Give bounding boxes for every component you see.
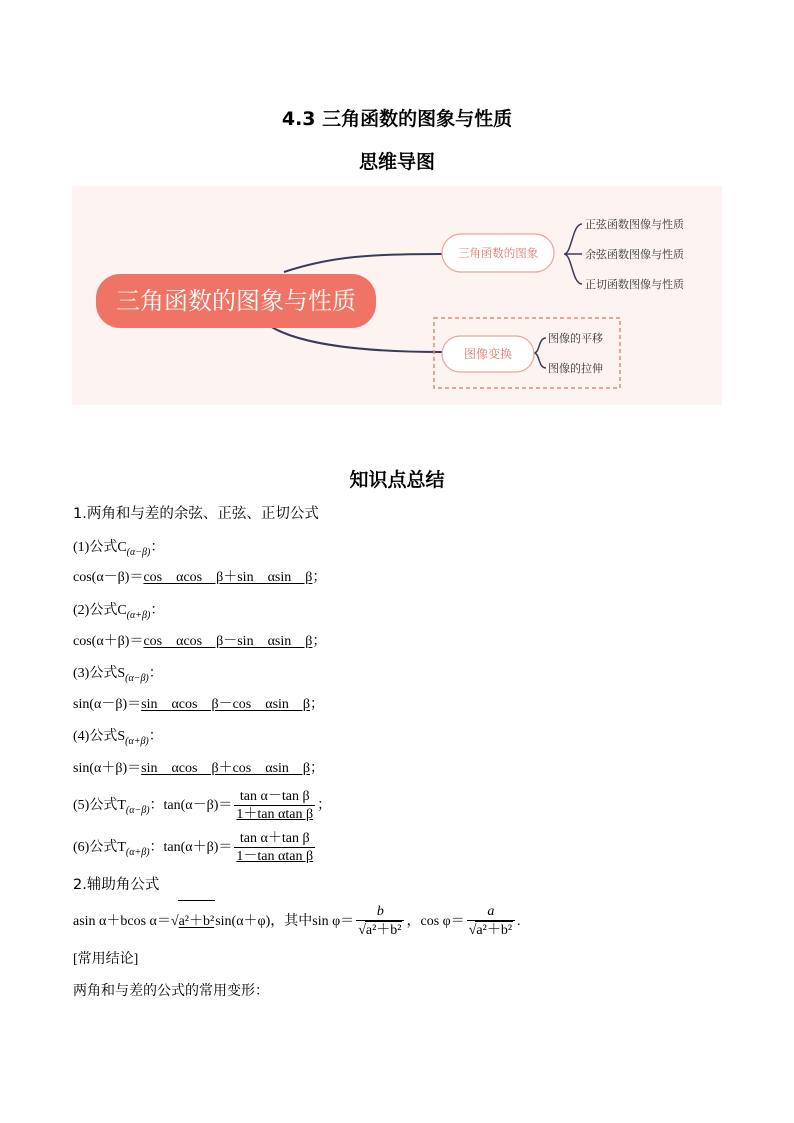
aux-formula: asin α＋bcos α＝√a²＋b²sin(α＋φ)，其中sin φ＝ $\frac{b}{\text{√a²＋b²}}$ ，cos φ＝ $\frac{a}{\text{√a²＋b²}}$ . xyxy=(73,900,521,943)
item-heading-1: 1.两角和与差的余弦、正弦、正切公式 xyxy=(73,506,319,522)
formula-line-3: sin(α－β)＝sin αcos β－cos αsin β； xyxy=(73,697,325,712)
section-title: 知识点总结 xyxy=(349,469,445,491)
fraction: $\frac{\text{tan α－tan β}}{\text{1＋tan αtan β}}$ xyxy=(236,788,314,822)
mind-map-leaf: 图像的平移 xyxy=(548,332,603,345)
item-heading-2: 2.辅助角公式 xyxy=(73,877,160,893)
formula-label-4: (4)公式$S_{(\alpha+\beta)}$： xyxy=(73,729,163,747)
sqrt-symbol: √ xyxy=(170,914,179,929)
mind-map-leaf: 正弦函数图像与性质 xyxy=(585,218,684,231)
formula-label-3: (3)公式$S_{(\alpha-\beta)}$： xyxy=(73,666,163,684)
bracket-heading: [常用结论] xyxy=(73,952,139,967)
formula-label-2: (2)公式$C_{(\alpha+\beta)}$： xyxy=(73,603,165,621)
mind-map-leaf: 图像的拉伸 xyxy=(548,362,603,375)
page-subtitle: 思维导图 xyxy=(358,151,435,173)
formula-line-2: cos(α＋β)＝cos αcos β－sin αsin β； xyxy=(73,634,327,649)
mind-map-leaf: 正切函数图像与性质 xyxy=(585,278,684,291)
fraction: $\frac{a}{\text{√a²＋b²}}$ xyxy=(467,903,515,940)
mind-map-leaf: 余弦函数图像与性质 xyxy=(585,248,684,261)
formula-line-6: (6)公式$T_{(\alpha+\beta)}$：tan(α＋β)＝ $\frac{\text{tan α＋tan β}}{\text{1－tan αtan β}}$ xyxy=(73,830,314,864)
mind-map-root: 三角函数的图象与性质 xyxy=(116,287,356,315)
mind-map-branch-2: 图像变换 xyxy=(463,347,512,361)
page-title: 4.3 三角函数的图象与性质 xyxy=(281,108,513,130)
formula-line-4: sin(α＋β)＝sin αcos β＋cos αsin β； xyxy=(73,761,325,776)
paragraph: 两角和与差的公式的常用变形： xyxy=(73,984,269,999)
formula-line-1: cos(α－β)＝cos αcos β＋sin αsin β； xyxy=(73,570,327,585)
formula-line-5: (5)公式$T_{(\alpha-\beta)}$：tan(α－β)＝ $\frac{\text{tan α－tan β}}{\text{1＋tan αtan β}}$ ； xyxy=(73,788,332,822)
mind-map xyxy=(72,186,722,405)
formula-label-1: (1)公式$C_{(\alpha-\beta)}$： xyxy=(73,540,165,558)
mind-map-branch-1: 三角函数的图象 xyxy=(457,246,539,260)
fraction: $\frac{\text{tan α＋tan β}}{\text{1－tan αtan β}}$ xyxy=(236,830,314,864)
fraction: $\frac{b}{\text{√a²＋b²}}$ xyxy=(356,903,404,940)
